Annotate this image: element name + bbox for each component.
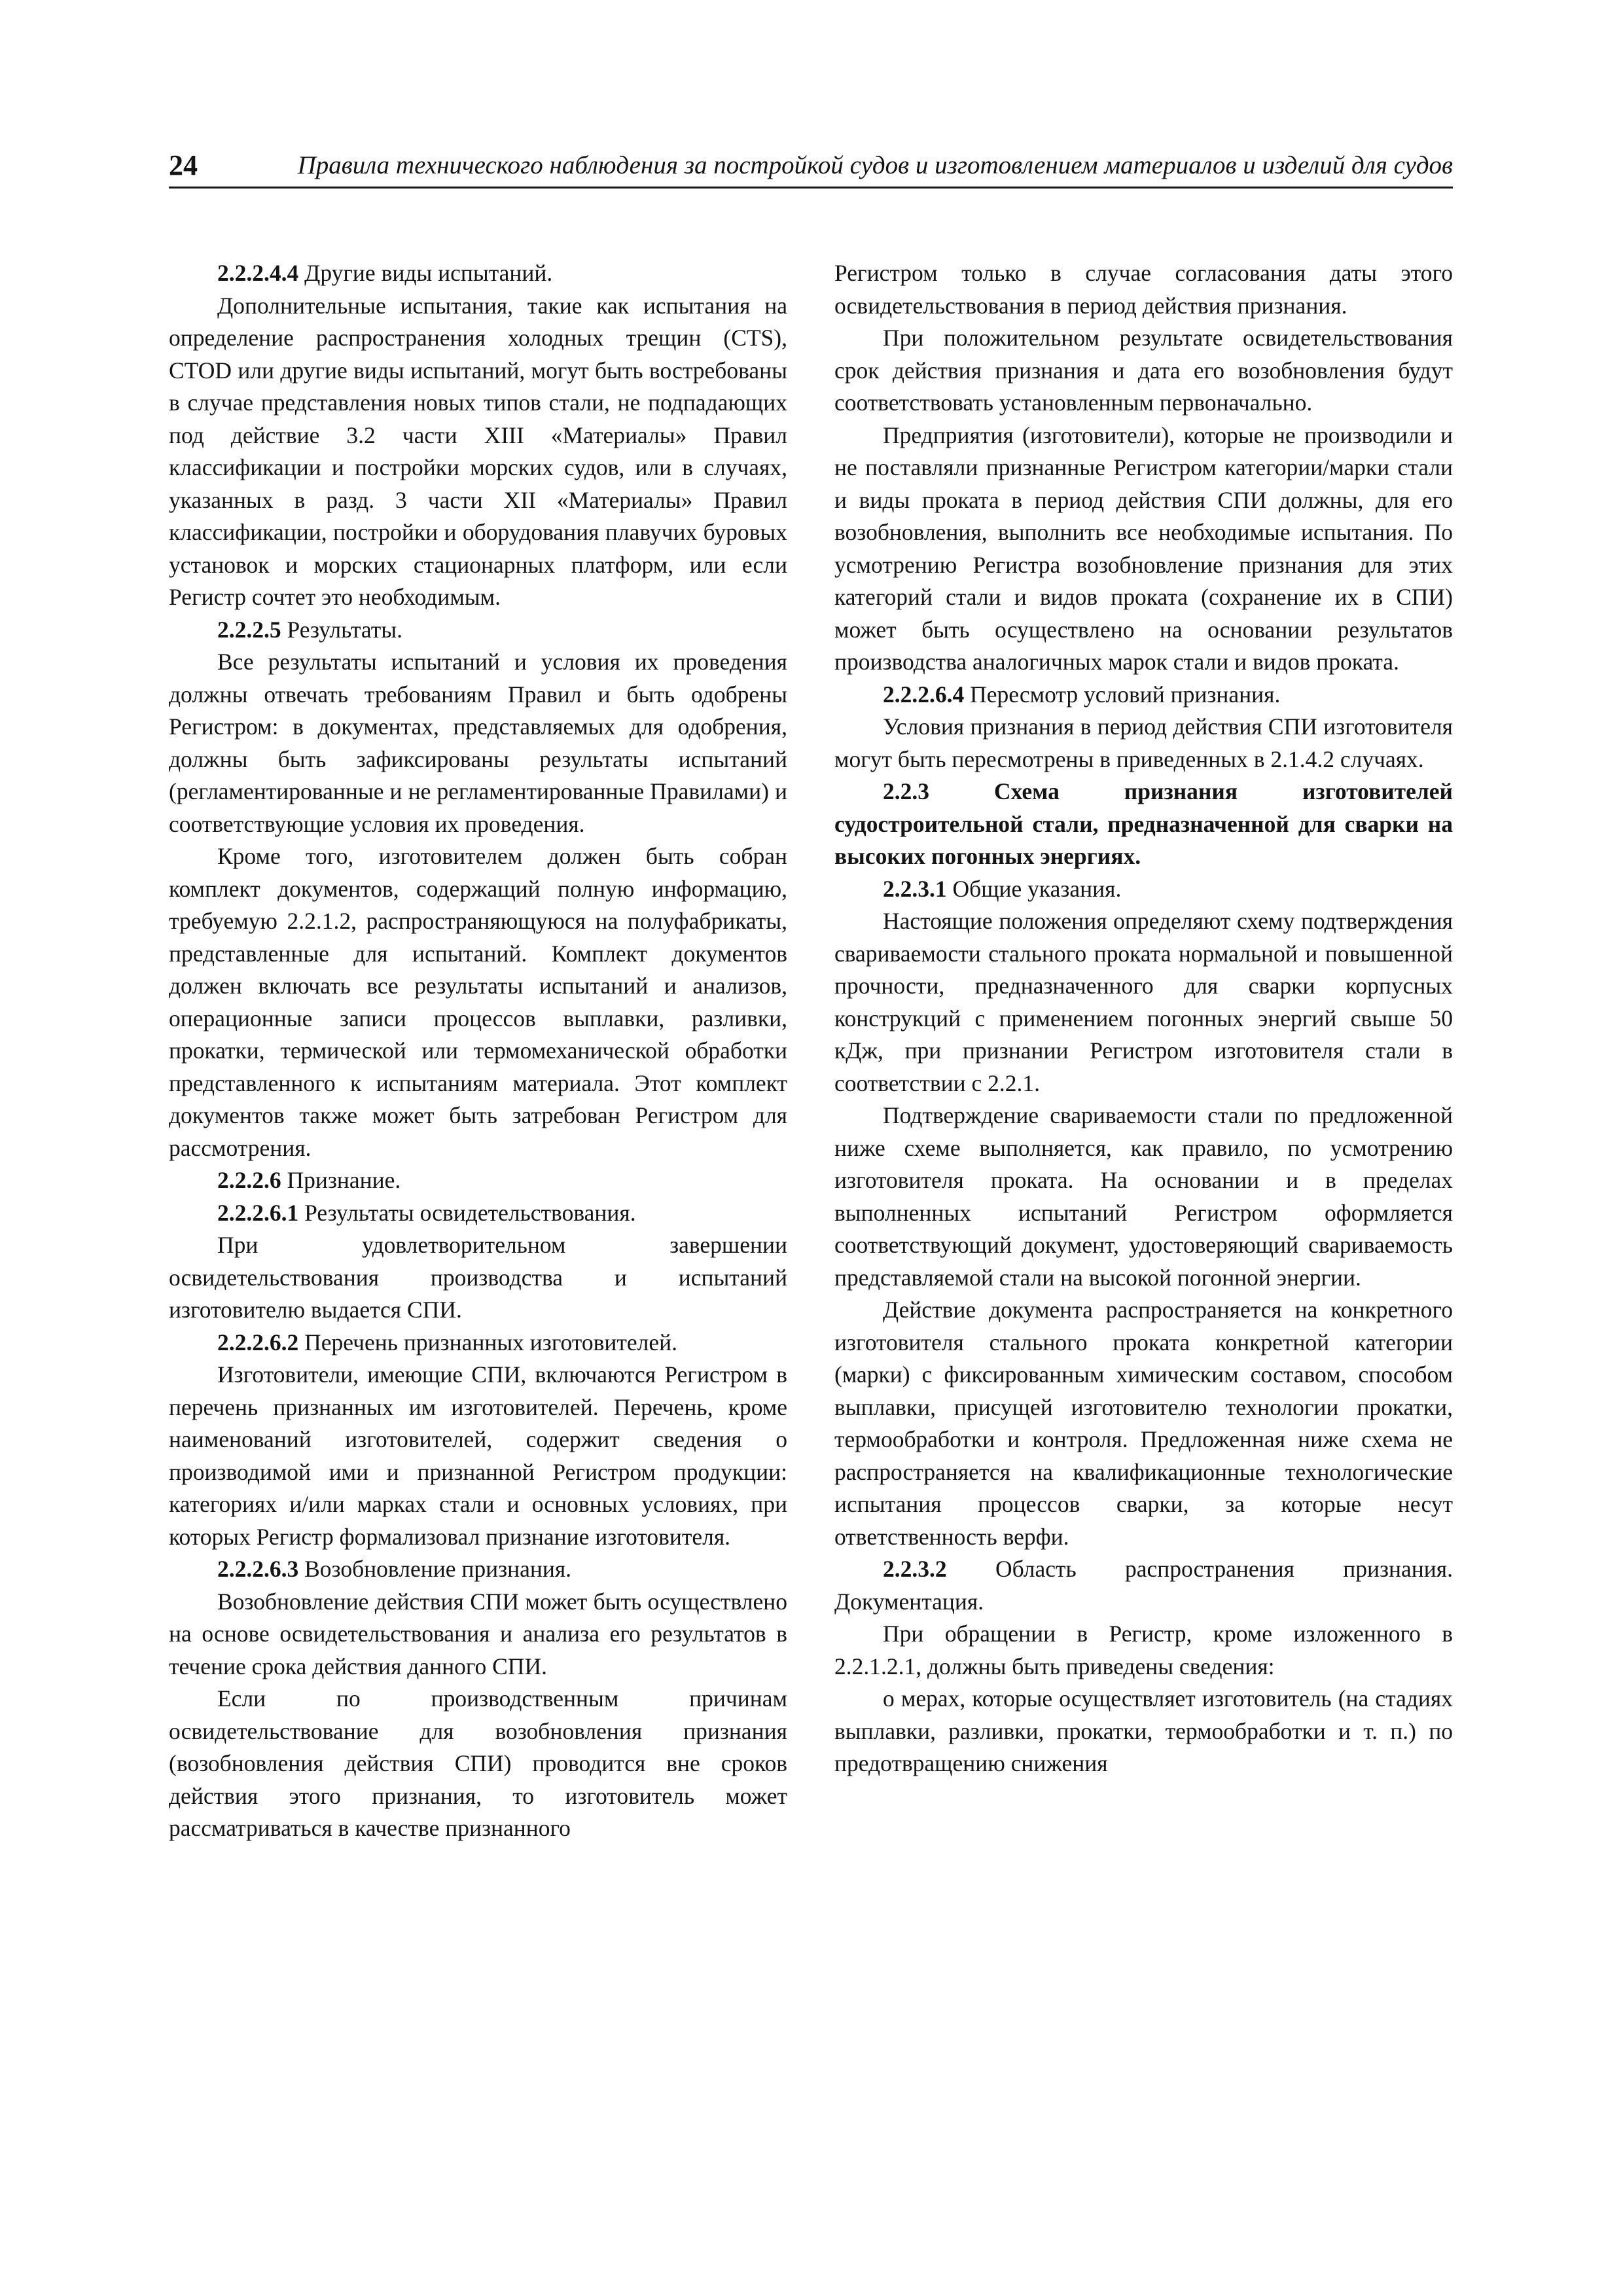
clause-number: 2.2.2.6 — [217, 1167, 281, 1193]
paragraph-text: Настоящие положения определяют схему подтверждения свариваемости стального проката нормальной и повышенной прочности, предназначенного для сварки корпусных конструкций с применением погонных энергий свыше 50 кДж, при признании Регистром изготовителя стали в соответствии с 2.2.1. — [834, 908, 1453, 1096]
section-heading — [834, 776, 1453, 873]
clause-number: 2.2.2.5 — [217, 616, 281, 643]
clause-number: 2.2.2.6.4 — [883, 681, 965, 708]
paragraph-text: Предприятия (изготовители), которые не производили и не поставляли признанные Регистром категории/марки стали и виды проката в период действия СПИ должны, для его возобновления, выполнить все необходимые испытания. По усмотрению Регистра возобновление признания для этих категорий стали и видов проката (сохранение их в СПИ) может быть осуществлено на основании результатов производства аналогичных марок стали и видов проката. — [834, 422, 1453, 675]
paragraph-text: Условия признания в период действия СПИ изготовителя могут быть пересмотрены в приведенных в 2.1.4.2 случаях. — [834, 713, 1453, 772]
paragraph — [834, 679, 1453, 711]
paragraph-text: Если по производственным причинам освидетельствование для возобновления признания (возобновления действия СПИ) проводится вне сроков действия этого признания, то изготовитель может рассматриваться в качестве признанного — [169, 1685, 787, 1841]
paragraph — [169, 1683, 787, 1845]
page-header — [169, 147, 1453, 187]
clause-number: 2.2.3.2 — [883, 1556, 947, 1582]
clause-number: 2.2.2.6.3 — [217, 1556, 299, 1582]
paragraph — [169, 1359, 787, 1553]
paragraph-text: Общие указания. — [946, 875, 1122, 902]
paragraph-text: Результаты. — [281, 616, 403, 643]
paragraph — [834, 1100, 1453, 1294]
paragraph-text: Изготовители, имеющие СПИ, включаются Регистром в перечень признанных им изготовителей. Перечень, кроме наименований изготовителей, содержит сведения о производимой ими и признанной Регистром продукции: категориях и/или марках стали и основных условиях, при которых Регистр формализовал признание изготовителя. — [169, 1361, 787, 1550]
paragraph — [169, 290, 787, 614]
paragraph-text: Область распространения признания. Документация. — [834, 1556, 1453, 1615]
paragraph-text: Все результаты испытаний и условия их проведения должны отвечать требованиям Правил и быть одобрены Регистром: в документах, представляемых для одобрения, должны быть зафиксированы результаты испытаний (регламентированные и не регламентированные Правилами) и соответствующие условия их проведения. — [169, 649, 787, 837]
paragraph-text: Результаты освидетельствования. — [298, 1199, 636, 1226]
paragraph — [169, 840, 787, 1164]
paragraph — [834, 711, 1453, 776]
paragraph — [169, 1553, 787, 1586]
paragraph — [834, 257, 1453, 322]
clause-number: 2.2.2.4.4 — [217, 260, 299, 286]
paragraph-text: При положительном результате освидетельствования срок действия признания и дата его возобновления будут соответствовать установленным первоначально. — [834, 325, 1453, 416]
paragraph-text: Дополнительные испытания, такие как испытания на определение распространения холодных трещин (CTS), CTOD или другие виды испытаний, могут быть востребованы в случае представления новых типов стали, не подпадающих под действие 3.2 части XIII «Материалы» Правил классификации и постройки морских судов, или в случаях, указанных в разд. 3 части XII «Материалы» Правил классификации, постройки и оборудования плавучих буровых установок и морских стационарных платформ, или если Регистр сочтет это необходимым. — [169, 292, 787, 610]
paragraph-text: Возобновление действия СПИ может быть осуществлено на основе освидетельствования и анализа его результатов в течение срока действия данного СПИ. — [169, 1588, 787, 1679]
paragraph — [834, 420, 1453, 679]
paragraph-text: Действие документа распространяется на конкретного изготовителя стального проката конкретной категории (марки) с фиксированным химическим составом, способом выплавки, присущей изготовителю технологии прокатки, термообработки и контроля. Предложенная ниже схема не распространяется на квалификационные технологические испытания процессов сварки, за которые несут ответственность верфи. — [834, 1297, 1453, 1550]
paragraph-text: Перечень признанных изготовителей. — [298, 1329, 677, 1355]
paragraph — [834, 873, 1453, 906]
paragraph-text: При удовлетворительном завершении освидетельствования производства и испытаний изготовителю выдается СПИ. — [169, 1232, 787, 1323]
paragraph — [169, 1586, 787, 1683]
paragraph — [834, 905, 1453, 1100]
paragraph — [169, 257, 787, 290]
paragraph — [834, 1618, 1453, 1683]
paragraph — [169, 1197, 787, 1230]
left-column — [169, 257, 787, 1845]
paragraph-text: Другие виды испытаний. — [298, 260, 553, 286]
clause-number: 2.2.2.6.2 — [217, 1329, 299, 1355]
paragraph — [834, 322, 1453, 420]
paragraph-text: Признание. — [281, 1167, 401, 1193]
paragraph — [834, 1683, 1453, 1780]
header-rule — [169, 187, 1453, 188]
clause-number: 2.2.2.6.1 — [217, 1199, 299, 1226]
paragraph — [169, 1164, 787, 1197]
paragraph — [169, 646, 787, 840]
paragraph-text: Пересмотр условий признания. — [964, 681, 1281, 708]
right-column — [834, 257, 1453, 1780]
paragraph — [834, 1294, 1453, 1553]
paragraph-text: Регистром только в случае согласования даты этого освидетельствования в период действия признания. — [834, 260, 1453, 319]
section-heading-text: 2.2.3 Схема признания изготовителей судостроительной стали, предназначенной для сварки на высоких погонных энергиях. — [834, 778, 1453, 869]
paragraph-text: о мерах, которые осуществляет изготовитель (на стадиях выплавки, разливки, прокатки, термообработки и т. п.) по предотвращению снижения — [834, 1685, 1453, 1776]
page-number: 24 — [169, 149, 198, 181]
paragraph-text: Возобновление признания. — [298, 1556, 572, 1582]
paragraph-text: Кроме того, изготовителем должен быть собран комплект документов, содержащий полную информацию, требуемую 2.2.1.2, распространяющуюся на полуфабрикаты, представленные для испытаний. Комплект документов должен включать все результаты испытаний и анализов, операционные записи процессов выплавки, разливки, прокатки, термической или термомеханической обработки представленного к испытаниям материала. Этот комплект документов также может быть затребован Регистром для рассмотрения. — [169, 843, 787, 1161]
paragraph-text: При обращении в Регистр, кроме изложенного в 2.2.1.2.1, должны быть приведены сведения: — [834, 1621, 1453, 1679]
paragraph — [169, 1327, 787, 1359]
running-title: Правила технического наблюдения за постройкой судов и изготовлением материалов и изделий для судов — [297, 151, 1453, 179]
paragraph-text: Подтверждение свариваемости стали по предложенной ниже схеме выполняется, как правило, по усмотрению изготовителя проката. На основании и в пределах выполненных испытаний Регистром оформляется соответствующий документ, удостоверяющий свариваемость представляемой стали на высокой погонной энергии. — [834, 1102, 1453, 1291]
paragraph — [834, 1553, 1453, 1618]
paragraph — [169, 1229, 787, 1327]
paragraph — [169, 614, 787, 647]
clause-number: 2.2.3.1 — [883, 875, 947, 902]
